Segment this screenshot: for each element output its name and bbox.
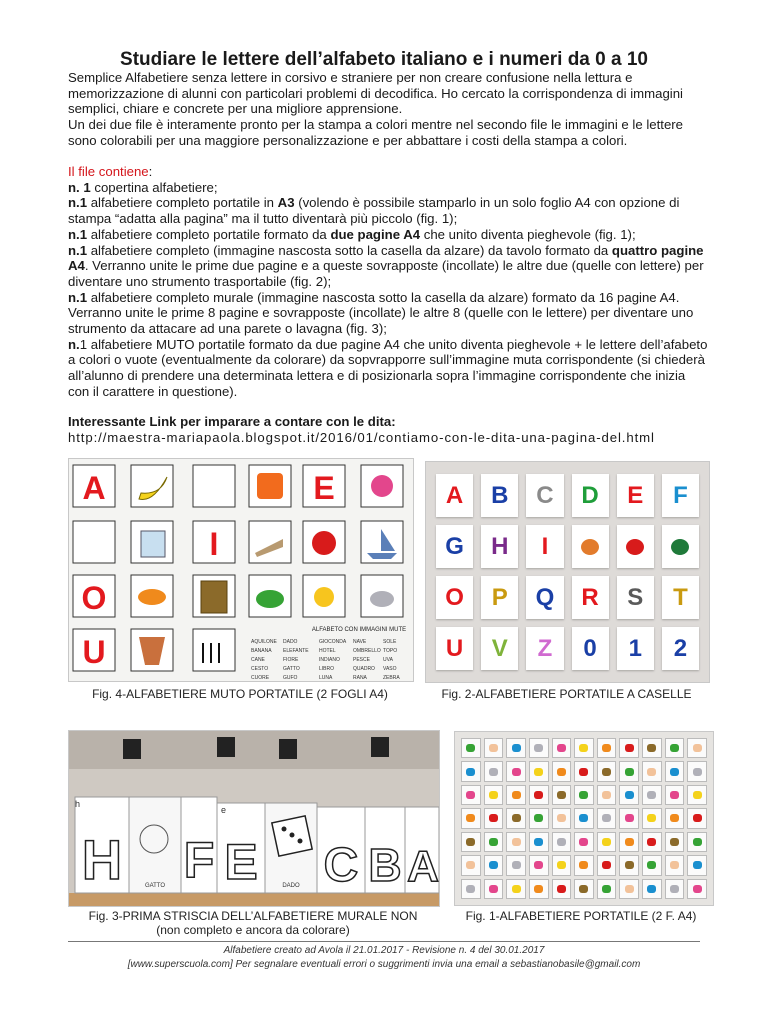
fig1-card [552,832,572,852]
fig1-card [619,855,639,875]
dice-icon [257,473,283,499]
fig1-card [574,832,594,852]
fig1-picture-icon [625,744,634,752]
fig1-picture-icon [602,768,611,776]
fig1-card [597,738,617,758]
fig1-picture-icon [693,814,702,822]
sun-icon [314,587,334,607]
contents-item-5: n.1 alfabetiere completo murale (immagine nascosta sotto la casella da alzare) formato da 16 pagine A4. Verranno unite le prime 8 pagine e sovrapposte (incollate) le altre 8 (quelle con le lettere) per diventare uno strumento da attacare ad una parete o lavagna (fig. 3); [68,289,694,337]
fig4-word: AQUILONE [251,639,277,645]
footer-line-2: [www.superscuola.com] Per segnalare eventuali errori o suggrimenti invia una email a sebastianobasile@gmail.com [127,959,641,970]
fig4-word: SOLE [383,639,397,645]
fig1-card [552,879,572,899]
fig1-picture-icon [625,768,634,776]
fig1-card [574,855,594,875]
figure-1-photo [454,731,714,906]
fig4-word: PESCE [353,657,370,663]
fig2-letter-tile: R [572,576,609,619]
fig2-letter-tile: G [436,525,473,568]
fig2-letter-tile: Q [526,576,563,619]
fig4-word: ELEFANTE [283,648,309,654]
fig1-card [484,785,504,805]
fig1-card [574,808,594,828]
fig1-picture-icon [670,885,679,893]
fish-icon [138,589,166,605]
fig1-picture-icon [602,814,611,822]
link-section [68,414,710,445]
fig2-letter-tile: A [436,474,473,517]
fig2-letter-tile: O [436,576,473,619]
fig1-card [461,832,481,852]
fig1-card [597,785,617,805]
fig1-picture-icon [557,768,566,776]
fig1-card [529,761,549,781]
fig2-letter-tile: S [617,576,654,619]
fig4-word: CUORE [251,675,270,681]
fig3-label: GATTO [144,883,166,889]
fig1-card [597,808,617,828]
fig1-card [461,855,481,875]
fig4-word: FIORE [283,657,299,663]
fig1-picture-icon [625,838,634,846]
fig1-card [642,761,662,781]
contents-item-3: n.1 alfabetiere completo portatile formato da due pagine A4 che unito diventa pieghevole (fig. 1); [68,226,636,242]
fig1-card [665,855,685,875]
fig4-word: NAVE [353,639,367,645]
fig1-picture-icon [579,885,588,893]
fig2-picture-icon [671,539,689,555]
fig4-word: LIBRO [319,666,335,672]
fig3-letter: C [323,839,359,892]
fig4-letter: U [82,634,106,670]
contents-section: Il file contiene: n. 1 copertina alfabetiere; n.1 alfabetiere completo portatile in A3 (volendo è possibile stamparlo in un solo foglio A4 con opzione di stampa “adatta alla pagina” ma il tutto diventarà più piccolo (fig. 1); n.1 alfabetiere completo portatile formato da due pagine A4 che unito diventa pieghevole (fig. 1); n.1 alfabetiere completo (immagine nascosta sotto la casella da alzare) da tavolo formato da quattro pagine A4. Verranno unite le prime due pagine e a queste sovrapposte (incollate) le altre due (quelle con lettere) per diventare uno strumento trasportabile (fig. 2); n.1 alfabetiere completo murale (immagine nascosta sotto la casella da alzare) formato da 16 pagine A4. Verranno unite le prime 8 pagine e sovrapposte (incollate) le altre 8 (quelle con le lettere) per diventare uno strumento da attacare ad una parete o lavagna (fig. 3); n.1 alfabetiere MUTO portatile formato da due pagine A4 che unito diventa pieghevole + le lettere dell’afabeto a colori o vuote (eventualmente da colorare) da sopvrapporre sull’immagine muta corrispondente (si chiederà all’alunno di prendere una determinata lettera e di posizionarla sopra l’immagine corrispondente che inizia con il carattere in questione). [68,164,708,399]
fig4-word: BANANA [251,648,272,654]
fig1-card [687,808,707,828]
fig1-picture-icon [489,768,498,776]
fig4-letter: O [81,580,107,616]
fig1-picture-icon [579,768,588,776]
fig1-picture-icon [579,861,588,869]
fig4-word: ZEBRA [383,675,400,681]
fig1-picture-icon [602,744,611,752]
fig1-picture-icon [647,744,656,752]
fig4-word: VASO [383,666,397,672]
fig1-picture-icon [670,861,679,869]
fig2-letter-tile: I [526,525,563,568]
fig1-card [642,855,662,875]
fig1-picture-icon [625,861,634,869]
fig1-card [687,832,707,852]
fig1-picture-icon [534,768,543,776]
fig1-card [484,738,504,758]
fig1-picture-icon [579,744,588,752]
fig1-picture-icon [466,814,475,822]
apple-icon [312,531,336,555]
fig4-word: LUNA [319,675,333,681]
fig2-letter-tile: P [481,576,518,619]
fig1-card [506,879,526,899]
fig2-letter-tile: B [481,474,518,517]
fig1-card [484,808,504,828]
fig1-card [597,832,617,852]
fig1-picture-icon [647,768,656,776]
fig1-card [619,832,639,852]
fig2-letter-tile [617,525,654,568]
fig1-card [619,785,639,805]
fig1-picture-icon [534,861,543,869]
fig4-letter: A [82,470,106,506]
fig2-letter-tile: 1 [617,627,654,670]
fig1-picture-icon [693,861,702,869]
figure-3-illustration [69,731,439,906]
fig1-picture-icon [534,744,543,752]
fig3-letter: H [81,828,123,891]
fig1-card [574,879,594,899]
painting-icon [201,581,227,613]
fig1-picture-icon [489,861,498,869]
fig4-word: GIOCONDA [319,639,347,645]
fig1-picture-icon [579,814,588,822]
fig1-card [687,785,707,805]
figure-4-photo [68,458,414,682]
figure-3-caption [68,909,438,937]
fig2-letter-tile: T [662,576,699,619]
fig4-letter: I [209,526,219,562]
fig1-picture-icon [489,791,498,799]
fig1-card [574,785,594,805]
fig4-word: GATTO [283,666,300,672]
fig1-picture-icon [602,885,611,893]
intro-paragraph-1: Semplice Alfabetiere senza lettere in corsivo e straniere per non creare confusione nella lettura e memorizzazione di alunni con particolari problemi di decodifica. Ho cercato la corrispondenza di immagini semplici, chiare e concrete per una migliore apprensione. [68,70,683,117]
fig1-card [665,808,685,828]
hotel-icon [141,531,165,557]
figure-1-caption: Fig. 1-ALFABETIERE PORTATILE (2 F. A4) [465,909,697,923]
fig1-picture-icon [647,885,656,893]
fig2-picture-icon [626,539,644,555]
fig2-letter-tile: C [526,474,563,517]
figure-1-card-grid [455,732,713,905]
fig4-word: QUADRO [353,666,375,672]
fig1-picture-icon [557,744,566,752]
fig1-picture-icon [512,838,521,846]
page-title: Studiare le lettere dell’alfabeto italiano e i numeri da 0 a 10 [120,49,648,70]
intro [68,70,710,149]
fig4-word: INDIANO [319,657,340,663]
fig1-picture-icon [512,768,521,776]
fig4-card [73,521,115,563]
fig1-card [642,738,662,758]
fig1-card [642,832,662,852]
fig1-card [665,832,685,852]
fig4-word: HOTEL [319,648,336,654]
fig1-picture-icon [512,885,521,893]
contents-item-4: n.1 alfabetiere completo (immagine nascosta sotto la casella da alzare) da tavolo formato da quattro pagine A4. Verranno unite le prime due pagine e a queste sovrapposte (incollate) le altre due (quelle con lettere) per diventare uno strumento trasportabile (fig. 2); [68,242,704,289]
fig1-card [461,785,481,805]
fig1-picture-icon [670,768,679,776]
fig1-card [461,879,481,899]
fig1-card [619,761,639,781]
fig1-card [687,738,707,758]
fig4-word: TOPO [383,648,398,654]
fig1-card [484,879,504,899]
figure-2-photo [425,461,710,683]
figure-2-tile-grid [426,462,709,682]
fig1-card [552,808,572,828]
fig1-picture-icon [489,885,498,893]
fig1-card [642,808,662,828]
fig1-card [642,879,662,899]
fig1-picture-icon [625,885,634,893]
fig2-letter-tile: H [481,525,518,568]
fig1-card [574,738,594,758]
fig1-card [687,761,707,781]
fig1-picture-icon [557,814,566,822]
fig1-picture-icon [579,838,588,846]
fig4-word: GUFO [283,675,298,681]
fig3-clip [123,739,141,759]
fig1-card [529,785,549,805]
fig1-picture-icon [647,814,656,822]
fig4-word: UVA [383,657,393,663]
fig1-picture-icon [579,791,588,799]
fig1-picture-icon [489,814,498,822]
fig1-card [529,832,549,852]
figure-3-photo [68,730,440,907]
fig1-card [506,832,526,852]
fig1-picture-icon [647,791,656,799]
fig1-card [529,879,549,899]
fig1-picture-icon [693,768,702,776]
fig1-picture-icon [602,838,611,846]
fig1-picture-icon [557,791,566,799]
fig2-letter-tile: V [481,627,518,670]
fig1-picture-icon [647,861,656,869]
flower-icon [371,475,393,497]
fig1-card [665,761,685,781]
fig1-card [529,808,549,828]
fig1-card [529,738,549,758]
link-url[interactable]: http://maestra-mariapaola.blogspot.it/2016/01/contiamo-con-le-dita-una-pagina-del.html [68,429,655,445]
fig3-letter: B [368,839,402,891]
fig1-picture-icon [670,838,679,846]
fig2-letter-tile [662,525,699,568]
fig1-picture-icon [602,791,611,799]
fig1-card [687,855,707,875]
fig1-card [506,808,526,828]
fig1-card [619,738,639,758]
fig1-card [484,761,504,781]
fig1-card [642,785,662,805]
fig1-picture-icon [489,744,498,752]
fig1-card [619,879,639,899]
fig1-picture-icon [512,744,521,752]
fig1-picture-icon [602,861,611,869]
fig1-picture-icon [466,791,475,799]
fig1-card [461,808,481,828]
contents-item-2: n.1 alfabetiere completo portatile in A3 (volendo è possibile stamparlo in un solo foglio A4 con opzione di stampa “adatta alla pagina” ma il tutto diventarà più piccolo (fig. 1); [68,195,680,227]
fig1-picture-icon [466,861,475,869]
fig1-picture-icon [534,838,543,846]
fig1-card [484,832,504,852]
fig1-picture-icon [625,814,634,822]
fig1-picture-icon [512,814,521,822]
fig2-letter-tile: D [572,474,609,517]
fig1-picture-icon [693,838,702,846]
fig1-picture-icon [693,791,702,799]
intro-paragraph-2: Un dei due file è interamente pronto per la stampa a colori mentre nel secondo file le immagini e le lettere sono colorabili per una maggiore personalizzazione e per abbattare i costi della stampa a colori. [68,117,684,148]
link-heading: Interessante Link per imparare a contare con le dita: [68,414,396,429]
fig1-card [461,738,481,758]
fig3-letter: F [183,832,215,888]
fig4-word: RANA [353,675,367,681]
fig3-clip [279,739,297,759]
fig1-card [597,879,617,899]
fig1-picture-icon [670,791,679,799]
fig1-card [597,761,617,781]
fig3-letter: E [224,834,258,890]
fig4-table-title: ALFABETO CON IMMAGINI MUTE [311,627,407,633]
fig1-card [552,785,572,805]
fig1-card [529,855,549,875]
fig2-letter-tile [572,525,609,568]
fig3-letter: A [407,842,439,891]
fig1-picture-icon [466,838,475,846]
figure-3-caption-line-2: (non completo e ancora da colorare) [156,923,350,937]
fig1-card [506,761,526,781]
frog-icon [256,590,284,608]
fig1-picture-icon [534,791,543,799]
fig1-picture-icon [489,838,498,846]
fig1-card [619,808,639,828]
fig1-picture-icon [670,744,679,752]
fig1-card [665,785,685,805]
fig1-picture-icon [466,744,475,752]
fig1-card [552,761,572,781]
figure-2-caption: Fig. 2-ALFABETIERE PORTATILE A CASELLE [441,687,692,701]
fig1-card [687,879,707,899]
fig3-clip [217,737,235,757]
fig4-card [193,465,235,507]
fig3-label: DADO [282,883,300,889]
figure-4-caption: Fig. 4-ALFABETIERE MUTO PORTATILE (2 FOGLI A4) [92,687,388,701]
fig1-picture-icon [693,744,702,752]
figure-3-caption-line-1: Fig. 3-PRIMA STRISCIA DELL’ALFABETIERE MURALE NON [88,909,418,923]
fig1-card [461,761,481,781]
fig2-letter-tile: Z [526,627,563,670]
fig1-picture-icon [557,861,566,869]
fig1-picture-icon [466,768,475,776]
fig1-card [552,738,572,758]
fig1-card [574,761,594,781]
fig4-word: OMBRELLO [353,648,381,654]
fig1-card [552,855,572,875]
fig4-word: CESTO [251,666,269,672]
fig3-clip [371,737,389,757]
fig1-card [597,855,617,875]
fig1-picture-icon [647,838,656,846]
fig4-word: CANE [251,657,265,663]
fig1-picture-icon [466,885,475,893]
fig1-picture-icon [670,814,679,822]
fig3-small-letter: e [221,805,227,815]
fig1-card [484,855,504,875]
fig1-picture-icon [512,861,521,869]
fig1-picture-icon [534,885,543,893]
fig3-small-letter: h [75,799,81,809]
fig4-word-table [251,627,406,681]
fig1-card [665,738,685,758]
fig4-word: DADO [283,639,298,645]
fig1-picture-icon [512,791,521,799]
fig1-card [665,879,685,899]
footer-divider [68,941,700,942]
fig1-picture-icon [534,814,543,822]
fig2-letter-tile: 0 [572,627,609,670]
footer-line-1: Alfabetiere creato ad Avola il 21.01.2017 - Revisione n. 4 del 30.01.2017 [223,945,545,956]
fig1-picture-icon [693,885,702,893]
fig2-letter-tile: 2 [662,627,699,670]
figure-4-illustration [69,459,413,681]
fig1-card [506,785,526,805]
fig2-letter-tile: E [617,474,654,517]
fig1-picture-icon [625,791,634,799]
fig4-letter: E [313,470,335,506]
fig1-picture-icon [557,838,566,846]
fig2-picture-icon [581,539,599,555]
contents-item-1: n. 1 copertina alfabetiere; [68,179,218,195]
fig2-letter-tile: F [662,474,699,517]
mouse-icon [370,591,394,607]
contents-heading: Il file contiene [68,164,149,179]
contents-item-6: n.1 alfabetiere MUTO portatile formato da due pagine A4 che unito diventa pieghevole + le lettere dell’afabeto a colori o vuote (eventualmente da colorare) da sopvrapporre sull’immagine muta corrispondente (si chiederà all’alunno di prendere una determinata lettera e di posizionarla sopra l’immagine corrispondente che inizia con il carattere in questione). [68,336,708,399]
fig2-letter-tile: U [436,627,473,670]
fig1-card [506,738,526,758]
fig1-card [506,855,526,875]
fig1-picture-icon [557,885,566,893]
